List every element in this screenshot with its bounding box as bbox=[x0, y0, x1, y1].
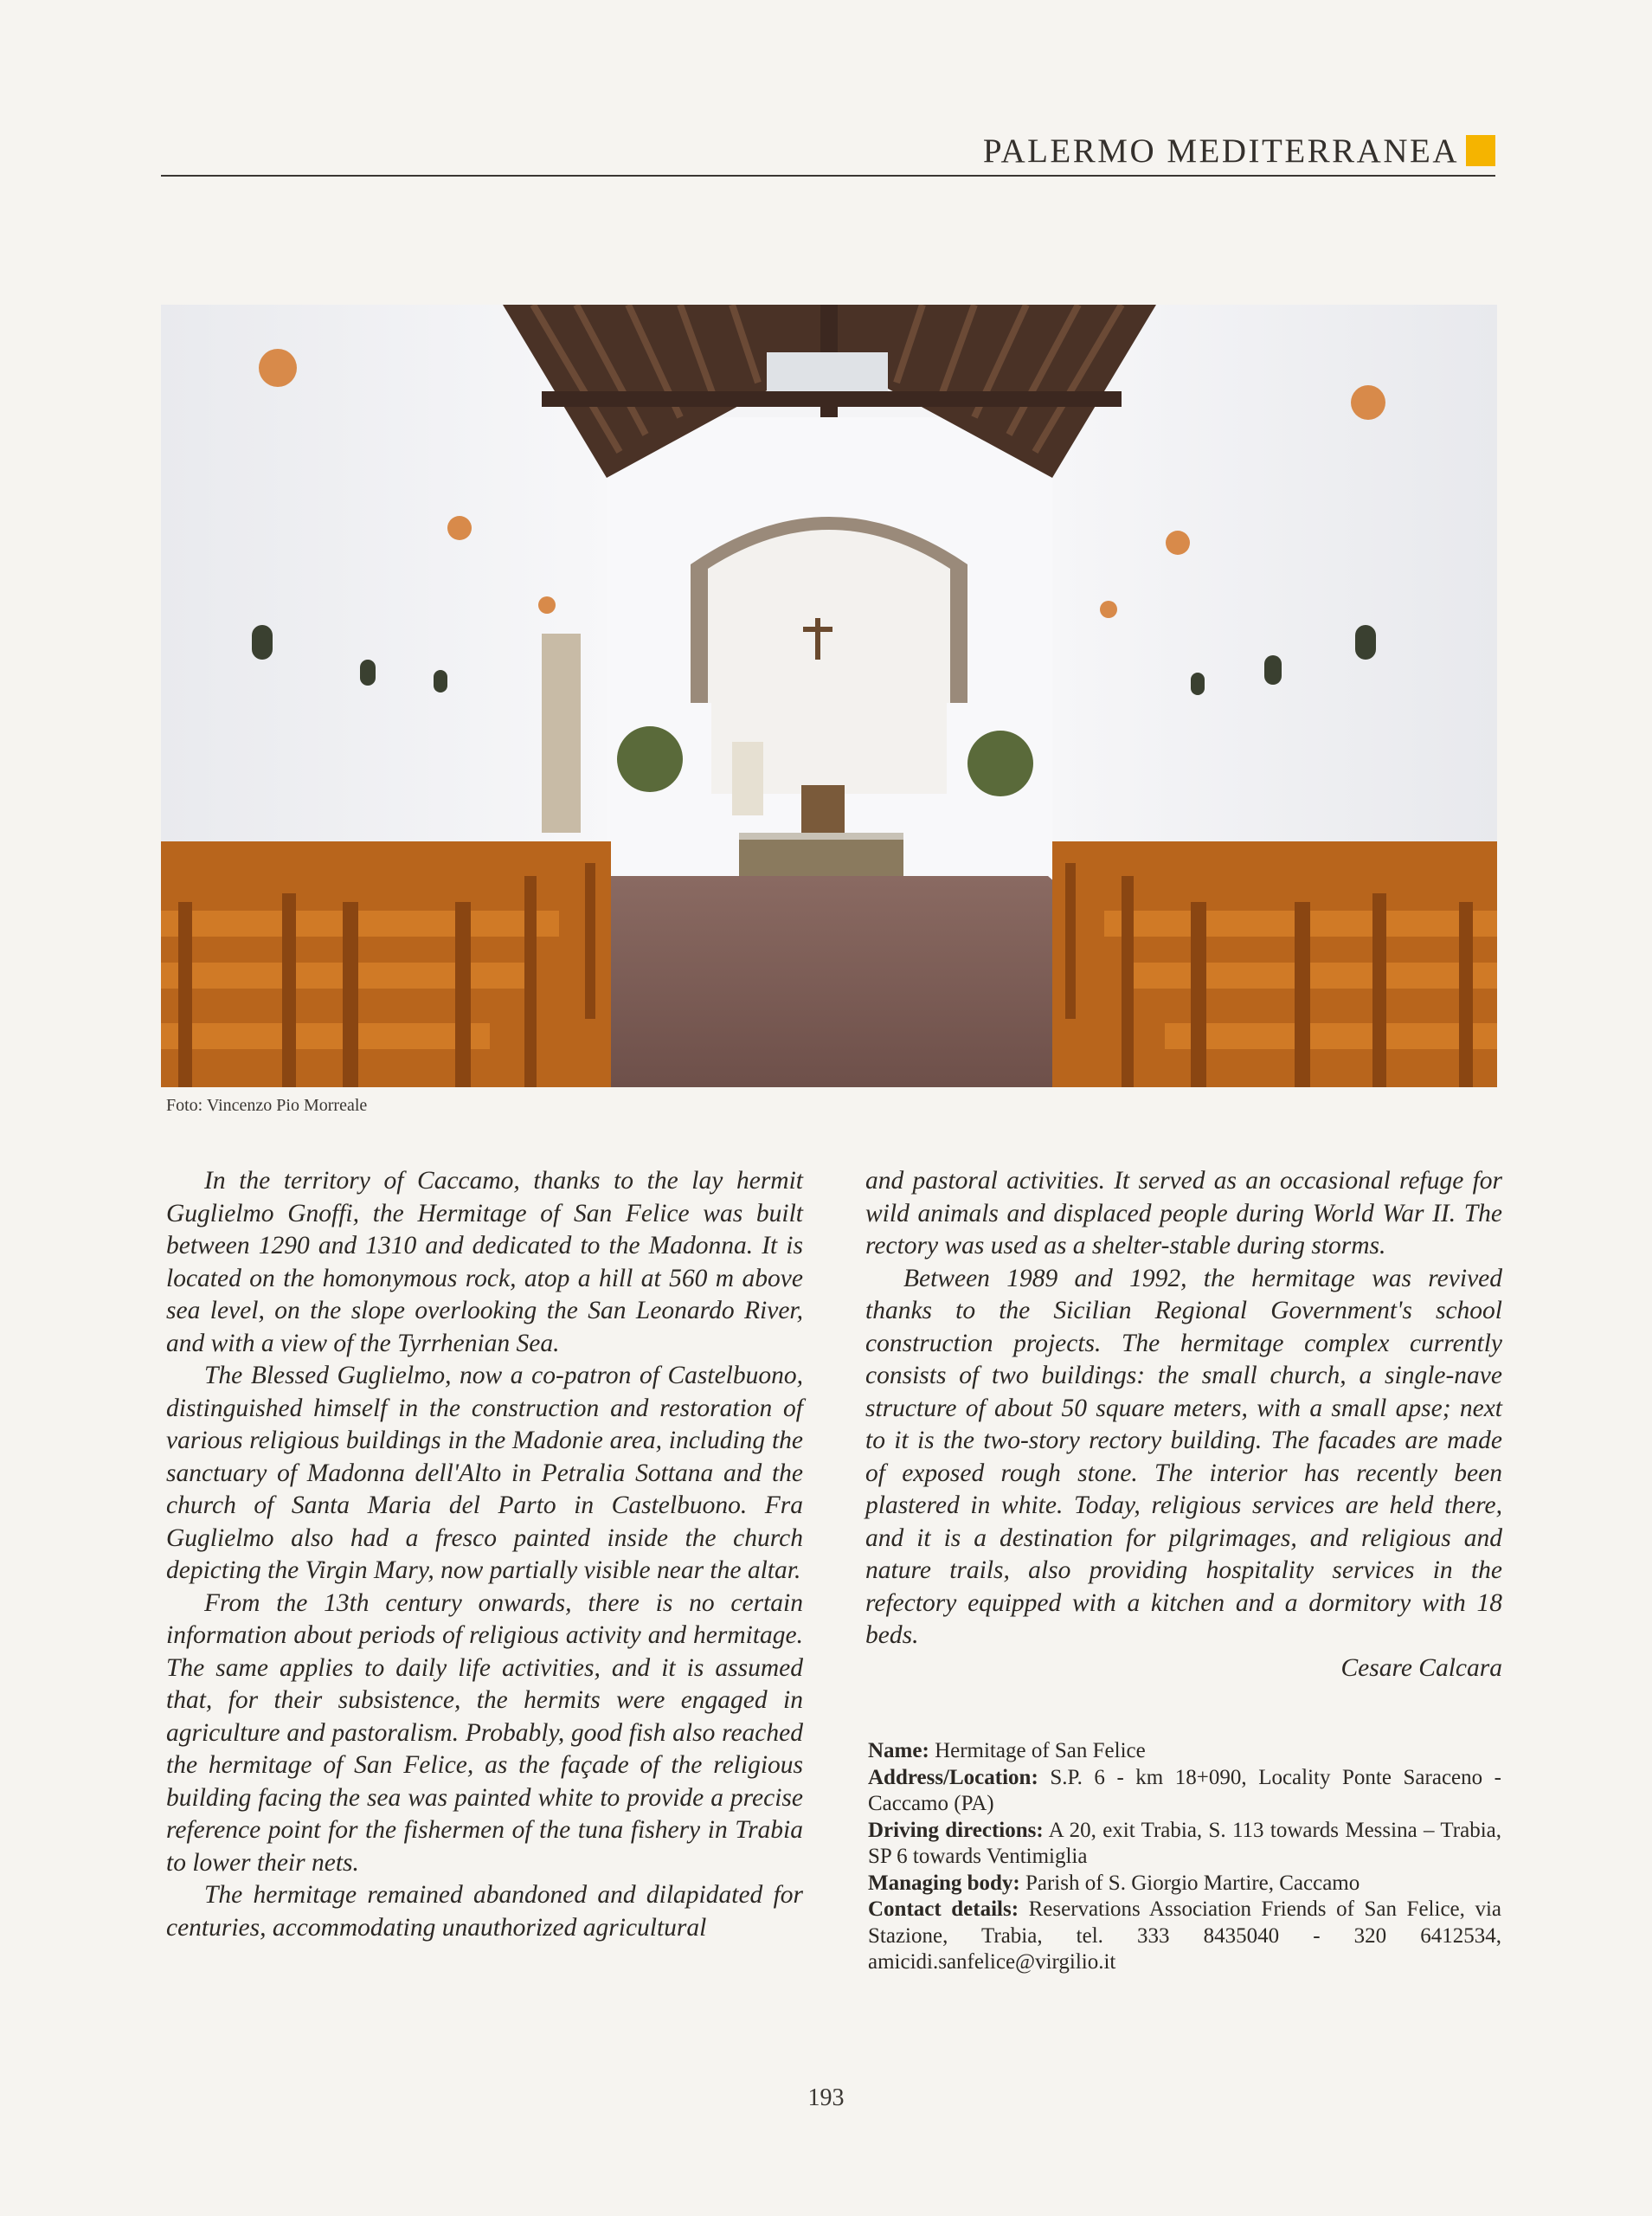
info-value: Parish of S. Giorgio Martire, Caccamo bbox=[1019, 1871, 1360, 1895]
article-column-left bbox=[166, 1165, 803, 1944]
photo-credit: Foto: Vincenzo Pio Morreale bbox=[166, 1096, 368, 1115]
info-value: A 20, exit Trabia, S. 113 towards Messina – Trabia, SP 6 towards Ventimiglia bbox=[868, 1818, 1501, 1868]
info-value: S.P. 6 - km 18+090, Locality Ponte Saraceno - Caccamo (PA) bbox=[868, 1765, 1501, 1815]
info-contact bbox=[868, 1897, 1501, 1976]
info-address bbox=[868, 1765, 1501, 1818]
paragraph: In the territory of Caccamo, thanks to the lay hermit Guglielmo Gnoffi, the Hermitage of San Felice was built between 1290 and 1310 and dedicated to the Madonna. It is located on the homonymous rock, atop a hill at 560 m above sea level, on the slope overlooking the San Leonardo River, and with a view of the Tyrrhenian Sea. bbox=[166, 1167, 803, 1357]
page-header bbox=[161, 128, 1495, 177]
section-title: PALERMO MEDITERRANEA bbox=[982, 132, 1459, 170]
paragraph: The Blessed Guglielmo, now a co-patron of Castelbuono, distinguished himself in the construction and restoration of various religious buildings in the Madonie area, including the sanctuary of Madonna dell'Alto in Petralia Sottana and the church of Santa Maria del Parto in Castelbuono. Fra Guglielmo also had a fresco painted inside the church depicting the Virgin Mary, now partially visible near the altar. bbox=[166, 1362, 803, 1584]
info-label: Managing body: bbox=[868, 1871, 1020, 1895]
page-number: 193 bbox=[807, 2084, 845, 2111]
info-managing-body bbox=[868, 1871, 1501, 1897]
article-column-right bbox=[865, 1165, 1502, 1685]
info-label: Driving directions: bbox=[868, 1818, 1044, 1842]
accent-square bbox=[1466, 135, 1495, 166]
paragraph: From the 13th century onwards, there is no certain information about periods of religious activity and hermitage. The same applies to daily life activities, and it is assumed that, for their subsistence, the hermits were engaged in agriculture and pastoralism. Probably, good fish also reached the hermitage of San Felice, as the façade of the religious building facing the sea was painted white to provide a precise reference point for the fishermen of the tuna fishery in Trabia to lower their nets. bbox=[166, 1588, 803, 1877]
paragraph: and pastoral activities. It served as an occasional refuge for wild animals and displaced people during World War II. The rectory was used as a shelter-stable during storms. bbox=[865, 1167, 1502, 1259]
info-value: Reservations Association Friends of San Felice, via Stazione, Trabia, tel. 333 8435040 - 320 6412534, amicidi.sanfelice@virgilio.it bbox=[868, 1897, 1501, 1974]
paragraph: Between 1989 and 1992, the hermitage was revived thanks to the Sicilian Regional Government's school construction projects. The hermitage complex currently consists of two buildings: the small church, a single-nave structure of about 50 square meters, with a small apse; next to it is the two-story rectory building. The facades are made of exposed rough stone. The interior has recently been plastered in white. Today, religious services are held there, and it is a destination for pilgrimages, and religious and nature trails, also providing hospitality services in the refectory equipped with a kitchen and a dormitory with 18 beds. bbox=[865, 1264, 1502, 1649]
church-interior-photo bbox=[161, 305, 1497, 1087]
info-box bbox=[868, 1738, 1501, 1976]
info-label: Address/Location: bbox=[868, 1765, 1038, 1789]
article-author: Cesare Calcara bbox=[1340, 1653, 1502, 1682]
paragraph: The hermitage remained abandoned and dilapidated for centuries, accommodating unauthorized agricultural bbox=[166, 1881, 803, 1942]
info-value: Hermitage of San Felice bbox=[929, 1739, 1146, 1762]
info-label: Contact details: bbox=[868, 1897, 1019, 1921]
info-directions bbox=[868, 1818, 1501, 1871]
info-label: Name: bbox=[868, 1739, 929, 1762]
info-name bbox=[868, 1738, 1501, 1765]
